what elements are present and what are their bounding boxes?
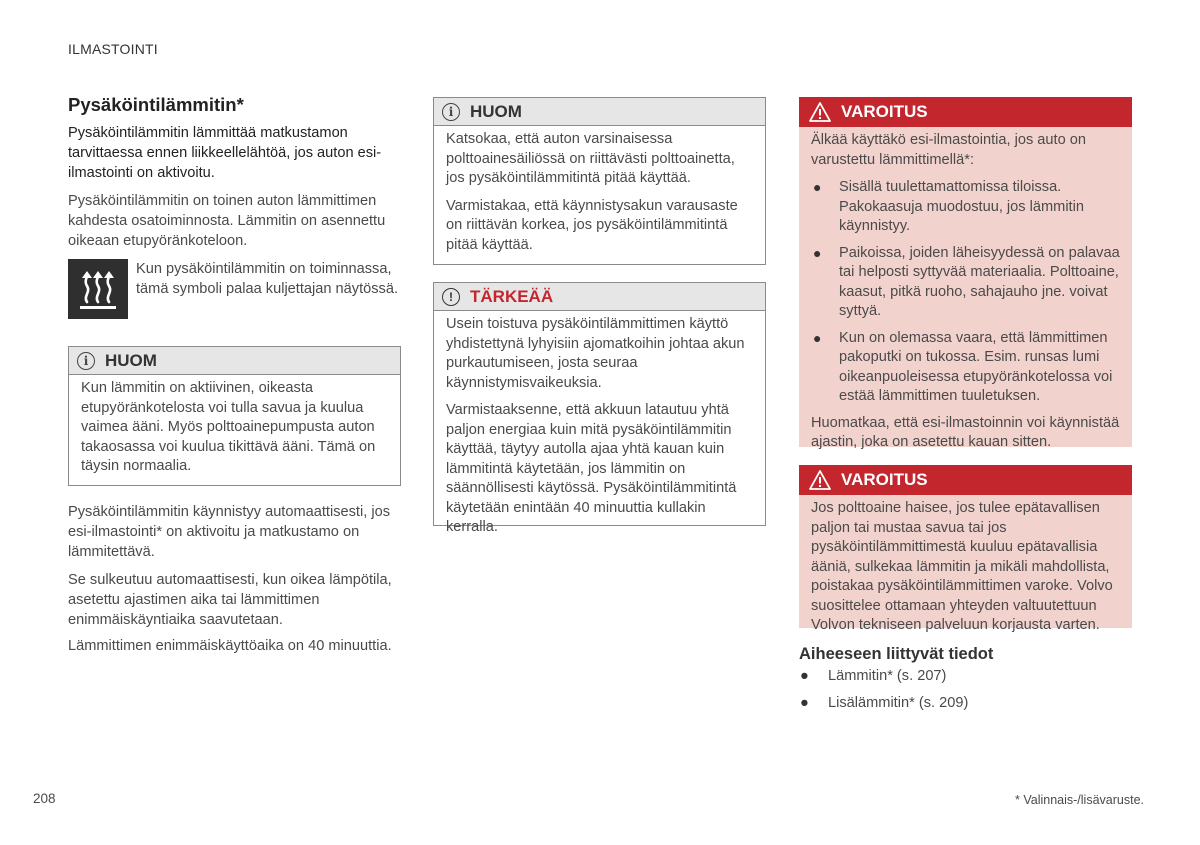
- related-title: Aiheeseen liittyvät tiedot: [799, 645, 994, 663]
- warning-triangle-icon: [809, 470, 831, 490]
- important-paragraph-1: Usein toistuva pysäköintilämmittimen käyttö yhdistettynä lyhyisiin ajomatkoihin johtaa akun purkautumiseen, josta seuraa käynnistymisvaikeuksia.: [446, 316, 745, 391]
- body-paragraph-4: Lämmittimen enimmäiskäyttöaika on 40 minuuttia.: [68, 638, 392, 654]
- bullet-icon: ●: [813, 244, 822, 261]
- warning-body: [799, 127, 1132, 461]
- footnote: * Valinnais-/lisävaruste.: [1015, 793, 1144, 807]
- body-paragraph-3: Se sulkeutuu automaattisesti, kun oikea lämpötila, asetettu ajastimen aika tai lämmittimen enimmäiskäyntiaika saavutetaan.: [68, 572, 392, 628]
- body-paragraph-1: Pysäköintilämmitin on toinen auton lämmittimen kahdesta osatoiminnosta. Lämmitin on asennettu oikeaan etupyöränkoteloon.: [68, 193, 386, 249]
- heater-symbol-icon: [68, 259, 128, 319]
- info-icon: i: [77, 352, 95, 370]
- bullet-icon: ●: [813, 329, 822, 346]
- important-box: [433, 282, 766, 535]
- warning-list: [811, 178, 1120, 407]
- warning-triangle-icon: [809, 102, 831, 122]
- note-box-middle: [433, 97, 766, 265]
- note-paragraph-1: Katsokaa, että auton varsinaisessa polttoainesäiliössä on riittävästi polttoainetta, jos pysäköintilämmitintä pitää käyttää.: [446, 131, 735, 186]
- note-header: [434, 98, 765, 126]
- note-label: HUOM: [470, 101, 522, 121]
- important-header: [434, 283, 765, 311]
- list-item-text: Sisällä tuulettamattomissa tiloissa. Pakokaasuja muodostuu, jos lämmitin käynnistyy.: [839, 179, 1084, 234]
- list-item: [811, 244, 1120, 322]
- related-link-text[interactable]: Lisälämmitin* (s. 209): [828, 695, 969, 711]
- page-number: 208: [33, 791, 56, 806]
- note-box-left: [68, 346, 401, 486]
- related-list: [799, 666, 968, 720]
- note-paragraph-2: Varmistakaa, että käynnistysakun varausaste on riittävän korkea, jos pysäköintilämmitintä pitää käyttää.: [446, 197, 738, 253]
- important-paragraph-2: Varmistaaksenne, että akkuun latautuu yhtä paljon energiaa kuin mitä pysäköintilämmitin käyttää, täytyy autolla ajaa yhtä kauan kuin lämmitintä käytetään, jos lämmitin on säännöllisesti käytössä. Pysäköintilämmitintä käytetään enintään 40 minuuttia kullakin kerralla.: [446, 402, 737, 535]
- related-link[interactable]: [799, 666, 968, 686]
- warning-header: [799, 465, 1132, 495]
- bullet-icon: ●: [800, 695, 809, 711]
- warning-box-1: [799, 97, 1132, 450]
- warning-text: Jos polttoaine haisee, jos tulee epätavallisen paljon tai mustaa savua tai jos pysäköintilämmittimestä kuuluu epätavallisia ääniä, sulkekaa lämmitin ja mikäli mahdollista, poistakaa pysäköintilämmittimen varoke. Volvo suosittelee ottamaan yhteyden valtuutettuun Volvon tekniseen palveluun korjausta varten.: [811, 500, 1113, 633]
- note-body: [434, 126, 765, 261]
- list-item-text: Kun on olemassa vaara, että lämmittimen pakoputki on tukossa. Esim. runsas lumi oikeanpuoleisessa etupyöränkotelossa voi estää lämmittimen tuuletuksen.: [839, 329, 1113, 404]
- section-header: ILMASTOINTI: [68, 41, 158, 57]
- list-item: [811, 178, 1120, 237]
- exclamation-icon: !: [442, 288, 460, 306]
- page-title: Pysäköintilämmitin*: [68, 94, 244, 115]
- warning-label: VAROITUS: [841, 470, 928, 489]
- warning-intro: Älkää käyttäkö esi-ilmastointia, jos auto on varustettu lämmittimellä*:: [811, 132, 1086, 168]
- warning-header: [799, 97, 1132, 127]
- warning-box-2: [799, 465, 1132, 633]
- bullet-icon: ●: [813, 179, 822, 195]
- important-body: [434, 311, 765, 544]
- list-item-text: Paikoissa, joiden läheisyydessä on palavaa tai helposti syttyvää materiaalia. Polttoaine, kaasut, pitkä ruoho, sahajauho jne. voivat syttyä.: [839, 244, 1120, 319]
- note-text: Kun lämmitin on aktiivinen, oikeasta etupyöränkotelosta voi tulla savua ja kuulua vaimea ääni. Myös polttoainepumpusta auton takaosassa voi kuulua tikittävä ääni. Tämä on täysin normaalia.: [81, 380, 376, 474]
- warning-outro: Huomatkaa, että esi-ilmastoinnin voi käynnistää ajastin, joka on asetettu kauan sitten.: [811, 414, 1120, 450]
- symbol-description: Kun pysäköintilämmitin on toiminnassa, tämä symboli palaa kuljettajan näytössä.: [136, 261, 399, 297]
- intro-paragraph: Pysäköintilämmitin lämmittää matkustamon tarvittaessa ennen liikkeellelähtöä, jos auton esi-ilmastointi on aktivoitu.: [68, 125, 382, 181]
- note-label: HUOM: [105, 350, 157, 370]
- important-label: TÄRKEÄÄ: [470, 286, 554, 306]
- related-link[interactable]: [799, 693, 968, 713]
- related-link-text[interactable]: Lämmitin* (s. 207): [828, 668, 947, 684]
- body-paragraph-2: Pysäköintilämmitin käynnistyy automaattisesti, jos esi-ilmastointi* on aktivoitu ja matkustamo on lämmitettävä.: [68, 504, 390, 560]
- note-header: [69, 347, 400, 375]
- list-item: [811, 329, 1120, 407]
- warning-label: VAROITUS: [841, 102, 928, 121]
- bullet-icon: ●: [800, 668, 809, 684]
- info-icon: i: [442, 103, 460, 121]
